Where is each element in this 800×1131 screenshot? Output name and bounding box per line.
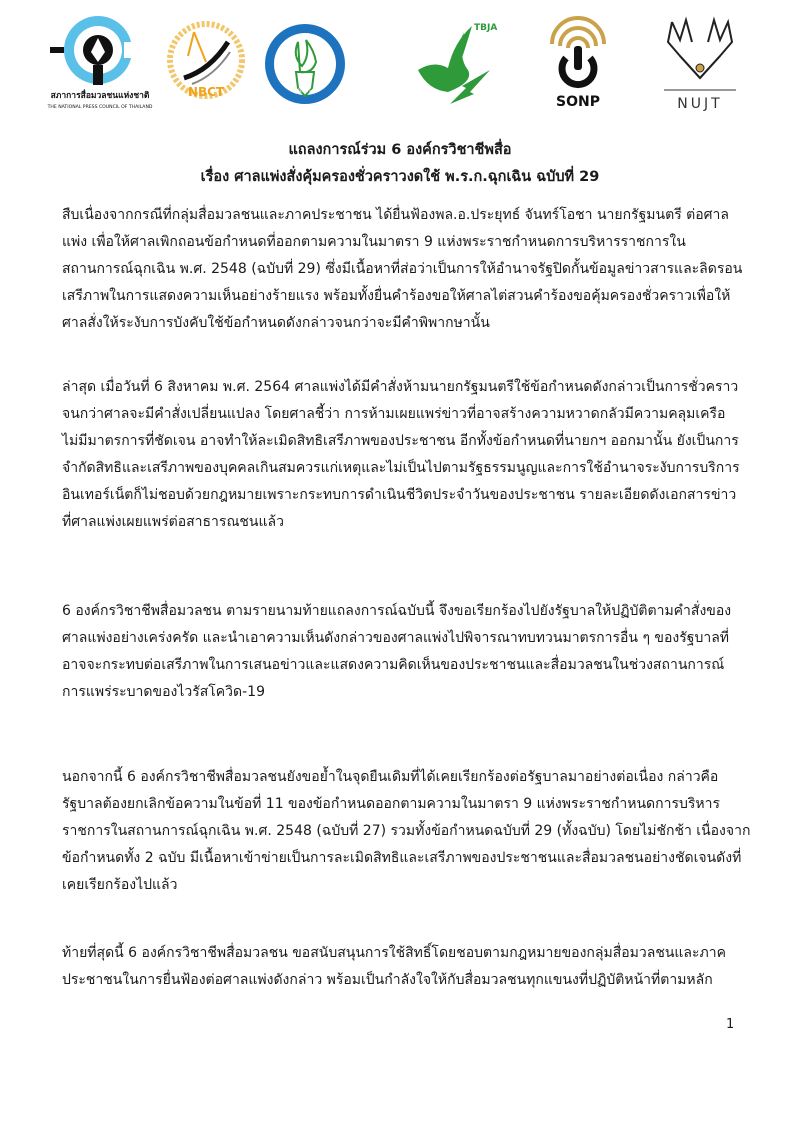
text-line: รัฐบาลต้องยกเลิกข้อความในข้อที่ 11 ของข้อกำหนดออกตามความในมาตรา 9 แห่งพระราชกำหนดการบริหาร [62,796,720,812]
nujt-logo [652,12,748,112]
text-line: อาจจะกระทบต่อเสรีภาพในการเสนอข่าวและแสดงความคิดเห็นของประชาชนและสื่อมวลชนในช่วงสถานการณ์ [62,657,725,673]
text-line: จนกว่าศาลจะมีคำสั่งเปลี่ยนแปลง โดยศาลชี้ว่า การห้ามเผยแพร่ข่าวที่อาจสร้างความหวาดกลัวมีความคลุมเครือ [62,406,726,422]
tja-logo [262,12,348,112]
sonp-logo [542,12,614,112]
svg-text:SONP: SONP [556,94,600,110]
statement-title [0,137,800,191]
text-line: เสรีภาพในการแสดงความเห็นอย่างร้ายแรง พร้อมทั้งยื่นคำร้องขอให้ศาลไต่สวนคำร้องขอคุ้มครองชั่วคราวเพื่อให้ [62,288,731,304]
text-line: เคยเรียกร้องไปแล้ว [62,877,178,893]
text-line: ประชาชนในการยื่นฟ้องต่อศาลแพ่งดังกล่าว พร้อมเป็นกำลังใจให้กับสื่อมวลชนทุกแขนงที่ปฏิบัติหน้าที่ตามหลัก [62,972,713,988]
paragraph-3 [62,598,742,706]
text-line: จำกัดสิทธิและเสรีภาพของบุคคลเกินสมควรแก่เหตุและไม่เป็นไปตามรัฐธรรมนูญและการใช้อำนาจระงับการบริการ [62,460,740,476]
text-line: อินเทอร์เน็ตก็ไม่ชอบด้วยกฎหมายเพราะกระทบการดำเนินชีวิตประจำวันของประชาชน รายละเอียดดังเอกสารข่าว [62,487,737,503]
text-line: แพ่ง เพื่อให้ศาลเพิกถอนข้อกำหนดที่ออกตามความในมาตรา 9 แห่งพระราชกำหนดการบริหารราชการใน [62,234,686,250]
text-line: ไม่มีมาตรการที่ชัดเจน อาจทำให้ละเมิดสิทธิเสรีภาพของประชาชน อีกทั้งข้อกำหนดที่นายกฯ ออกมานั้น ยังเป็นการ [62,433,739,449]
title-line-1: แถลงการณ์ร่วม 6 องค์กรวิชาชีพสื่อ [288,142,512,158]
paragraph-5 [62,940,742,994]
svg-text:THAI JOURNALISTS ASSOCIATION: THAI JOURNALISTS ASSOCIATION [275,69,336,95]
svg-text:สภาการสื่อมวลชนแห่งชาติ: สภาการสื่อมวลชนแห่งชาติ [50,91,150,101]
text-line: การแพร่ระบาดของไวรัสโควิด-19 [62,684,265,700]
paragraph-4 [62,764,751,899]
nbct-logo [166,12,246,112]
svg-text:NUJT: NUJT [677,96,723,112]
text-line: ล่าสุด เมื่อวันที่ 6 สิงหาคม พ.ศ. 2564 ศาลแพ่งได้มีคำสั่งห้ามนายกรัฐมนตรีใช้ข้อกำหนดดังกล่าวเป็นการชั่วคราว [62,379,739,395]
tbja-logo [408,12,498,112]
page-number: 1 [726,1017,735,1032]
text-line: ท้ายที่สุดนี้ 6 องค์กรวิชาชีพสื่อมวลชน ขอสนับสนุนการใช้สิทธิ์โดยชอบตามกฎหมายของกลุ่มสื่อมวลชนและภาค [62,945,726,961]
svg-text:TBJA: TBJA [474,23,498,33]
paragraph-1 [62,202,742,337]
paragraph-2 [62,374,742,536]
text-line: สถานการณ์ฉุกเฉิน พ.ศ. 2548 (ฉบับที่ 29) ซึ่งมีเนื้อหาที่ส่อว่าเป็นการให้อำนาจรัฐปิดกั้นข้อมูลข่าวสารและลิดรอน [62,261,743,277]
npct-logo [46,12,154,112]
text-line: ข้อกำหนดทั้ง 2 ฉบับ มีเนื้อหาเข้าข่ายเป็นการละเมิดสิทธิและเสรีภาพของประชาชนและสื่อมวลชนอย่างชัดเจนดังที่ [62,850,742,866]
text-line: ราชการในสถานการณ์ฉุกเฉิน พ.ศ. 2548 (ฉบับที่ 27) รวมทั้งข้อกำหนดฉบับที่ 29 (ทั้งฉบับ) โดยไม่ชักช้า เนื่องจาก [62,823,751,839]
title-line-2: เรื่อง ศาลแพ่งสั่งคุ้มครองชั่วคราวงดใช้ พ.ร.ก.ฉุกเฉิน ฉบับที่ 29 [200,169,600,185]
text-line: ศาลสั่งให้ระงับการบังคับใช้ข้อกำหนดดังกล่าวจนกว่าจะมีคำพิพากษานั้น [62,315,490,331]
svg-text:THE NATIONAL PRESS COUNCIL OF: THE NATIONAL PRESS COUNCIL OF THAILAND [47,105,153,110]
text-line: ที่ศาลแพ่งเผยแพร่ต่อสาธารณชนแล้ว [62,514,284,530]
svg-text:NBCT: NBCT [187,85,225,99]
text-line: 6 องค์กรวิชาชีพสื่อมวลชน ตามรายนามท้ายแถลงการณ์ฉบับนี้ จึงขอเรียกร้องไปยังรัฐบาลให้ปฏิบัติตามคำสั่งของ [62,603,732,619]
text-line: ศาลแพ่งอย่างเคร่งครัด และนำเอาความเห็นดังกล่าวของศาลแพ่งไปพิจารณาทบทวนมาตรการอื่น ๆ ของรัฐบาลที่ [62,630,730,646]
text-line: สืบเนื่องจากกรณีที่กลุ่มสื่อมวลชนและภาคประชาชน ได้ยื่นฟ้องพล.อ.ประยุทธ์ จันทร์โอชา นายกรัฐมนตรี ต่อศาล [62,207,729,223]
text-line: นอกจากนี้ 6 องค์กรวิชาชีพสื่อมวลชนยังขอย้ำในจุดยืนเดิมที่ได้เคยเรียกร้องต่อรัฐบาลมาอย่างต่อเนื่อง กล่าวคือ [62,769,719,785]
